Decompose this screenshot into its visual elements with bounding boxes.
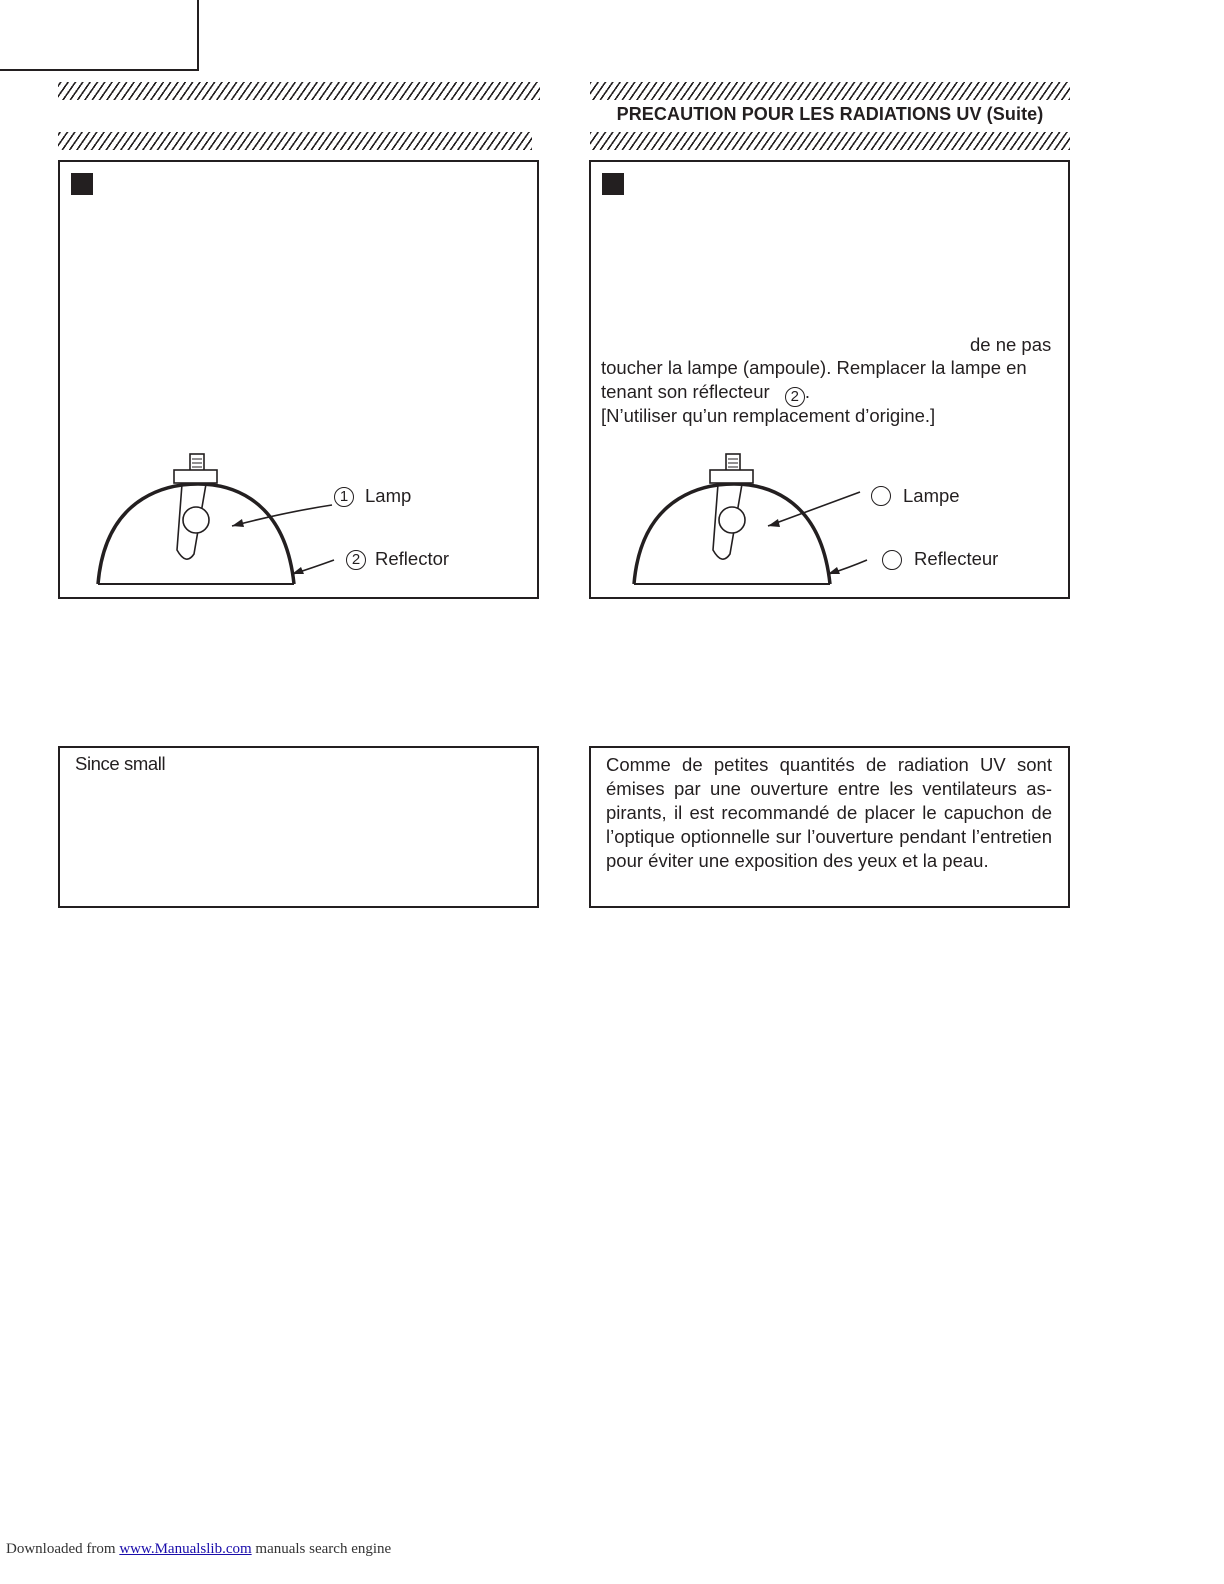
hatch-rule-left-bottom xyxy=(58,132,532,150)
reflector-dome xyxy=(98,484,294,584)
instruction-line-1: de ne pas xyxy=(970,334,1052,355)
section-marker xyxy=(602,173,624,195)
hatch-rule-right-top xyxy=(590,82,1070,100)
manualslib-link[interactable]: www.Manualslib.com xyxy=(119,1541,252,1557)
callout-number-reflecteur-empty xyxy=(882,550,902,570)
callout-number-reflector: 2 xyxy=(346,550,366,570)
uv-note-english-text: Since small xyxy=(75,753,166,774)
callout-number-lamp: 1 xyxy=(334,487,354,507)
footer-suffix: manuals search engine xyxy=(255,1541,392,1557)
footer-prefix: Downloaded from xyxy=(6,1541,116,1557)
lamp-panel-french xyxy=(589,160,1070,599)
section-marker xyxy=(71,173,93,195)
instruction-line-3-period: . xyxy=(804,381,810,402)
callout-label-reflector: Reflector xyxy=(375,548,450,569)
page-corner-box xyxy=(0,0,199,71)
callout-number-lampe-empty xyxy=(871,486,891,506)
instruction-line-3 xyxy=(601,380,810,406)
lamp-leader-line xyxy=(232,505,332,526)
instruction-line-2: toucher la lampe (ampoule). Remplacer la lampe en xyxy=(601,357,1027,378)
callout-label-reflecteur: Reflecteur xyxy=(914,548,999,569)
section-title: PRECAUTION POUR LES RADIATIONS UV (Suite) xyxy=(616,104,1044,124)
callout-label-lamp: Lamp xyxy=(365,485,412,506)
download-footer xyxy=(6,1541,391,1558)
uv-note-french-text: Comme de petites quantités de radiation UV sont émises par une ouverture entre les ventilateurs as-pirants, il est recommandé de placer le capuchon de l’optique optionnelle sur l’ouverture pendant l’entretien pour éviter une exposition des yeux et la peau. xyxy=(606,754,1052,871)
reflector-dome xyxy=(634,484,830,584)
lamp-panel-english xyxy=(58,160,539,599)
hatch-rule-right-bottom xyxy=(590,132,1070,150)
instruction-line-4: [N’utiliser qu’un remplacement d’origine.] xyxy=(601,405,936,426)
instruction-line-3-text: tenant son réflecteur xyxy=(601,381,770,402)
callout-label-lampe: Lampe xyxy=(903,485,960,506)
hatch-rule-left-top xyxy=(58,82,540,100)
reflector-ref-number: 2 xyxy=(785,387,805,407)
